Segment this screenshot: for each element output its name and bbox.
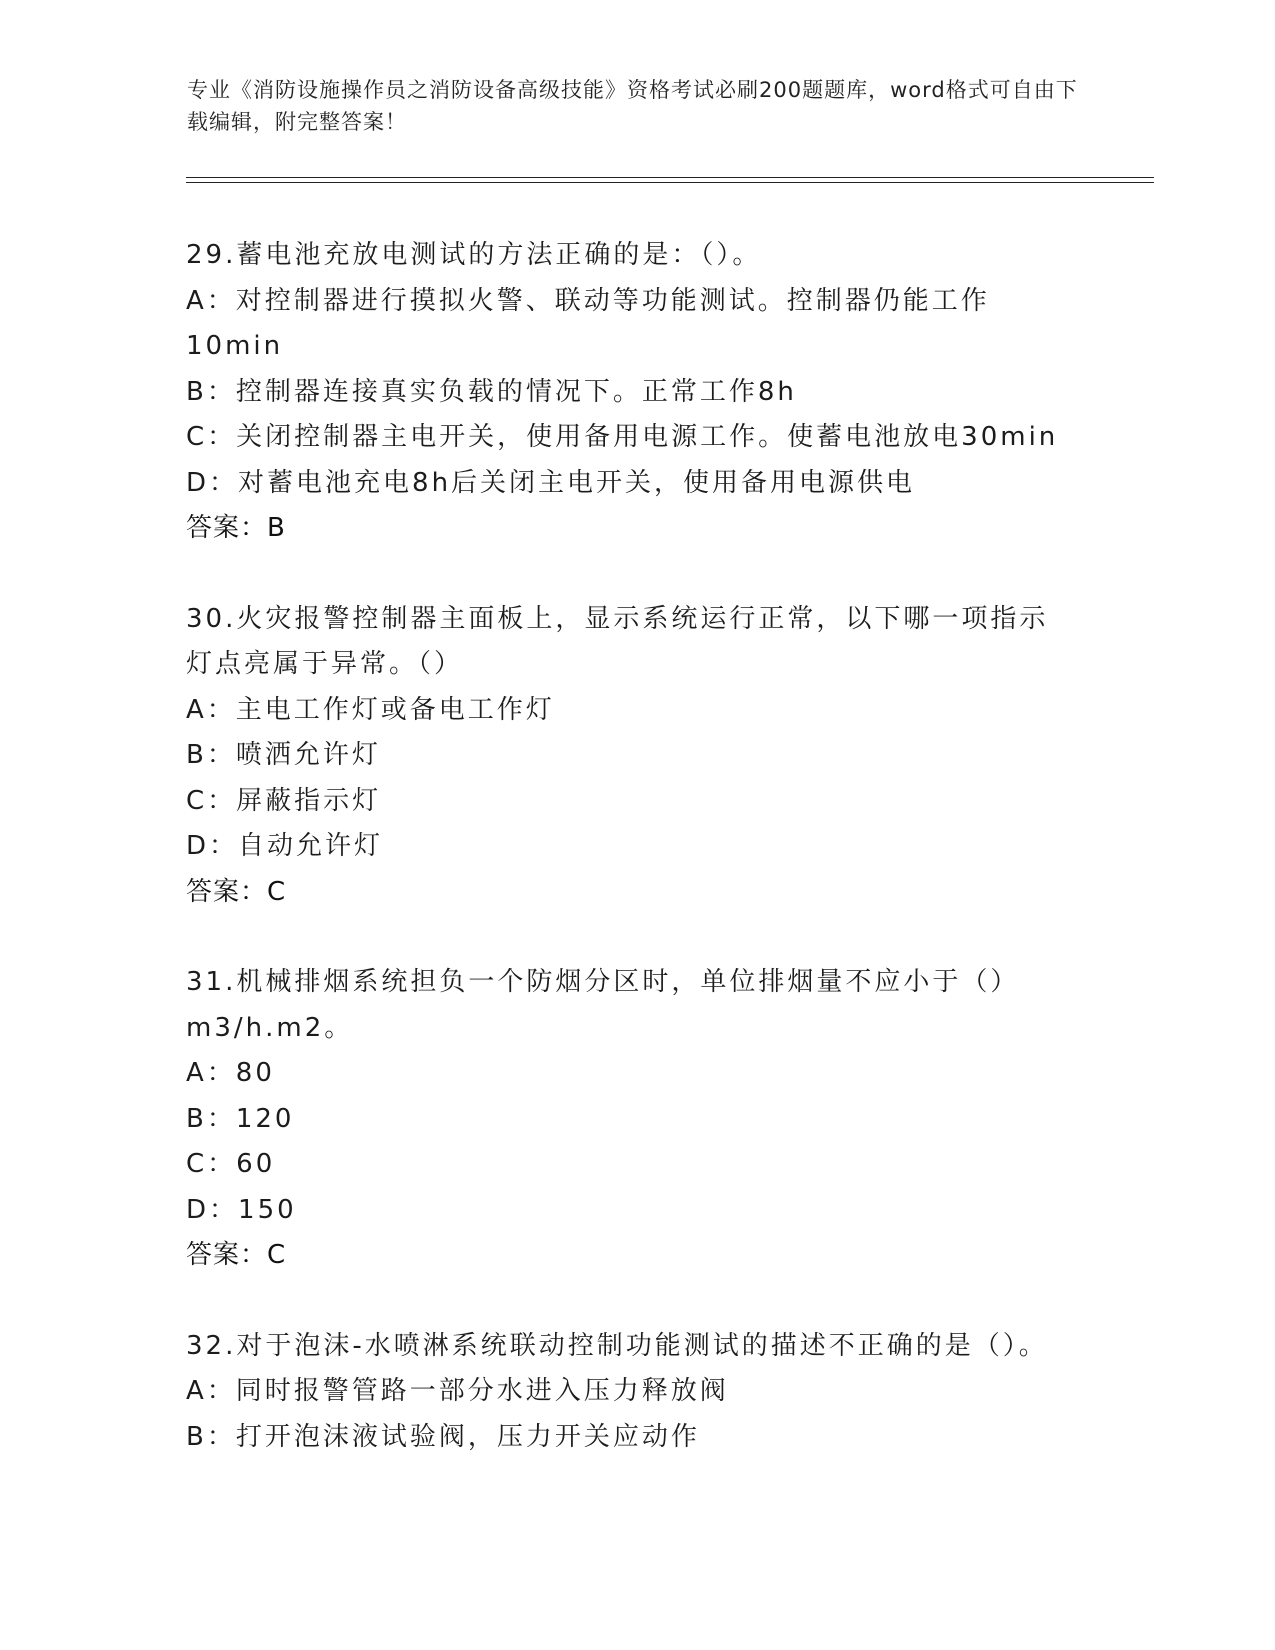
option-c: C：关闭控制器主电开关，使用备用电源工作。使蓄电池放电30min xyxy=(186,422,1059,452)
answer-line xyxy=(186,506,1086,552)
answer-line xyxy=(186,1233,1086,1279)
question-stem: 31.机械排烟系统担负一个防烟分区时，单位排烟量不应小于（）m3/h.m2。 xyxy=(186,967,1020,1043)
page-header: 专业《消防设施操作员之消防设备高级技能》资格考试必刷200题题库，word格式可自由下载编辑，附完整答案！ xyxy=(187,78,1078,134)
option-c: C：60 xyxy=(186,1149,276,1179)
answer-value: C xyxy=(267,876,287,907)
question-list xyxy=(186,233,1086,1505)
option-d: D：对蓄电池充电8h后关闭主电开关，使用备用电源供电 xyxy=(186,467,916,498)
option-a: A：80 xyxy=(186,1058,275,1088)
question-31 xyxy=(186,960,1086,1279)
option-b: B：120 xyxy=(186,1103,295,1134)
option-a: A：主电工作灯或备电工作灯 xyxy=(186,694,555,725)
question-stem: 30.火灾报警控制器主面板上，显示系统运行正常，以下哪一项指示灯点亮属于异常。（） xyxy=(186,603,1049,679)
answer-label: 答案： xyxy=(186,876,268,907)
header-rule-bottom xyxy=(186,182,1154,183)
question-29 xyxy=(186,233,1086,552)
question-stem: 29.蓄电池充放电测试的方法正确的是：（）。 xyxy=(186,240,762,270)
option-b: B：打开泡沫液试验阀，压力开关应动作 xyxy=(186,1421,700,1452)
option-a: A：同时报警管路一部分水进入压力释放阀 xyxy=(186,1376,729,1406)
answer-label: 答案： xyxy=(186,1240,268,1270)
header-rule-top xyxy=(186,177,1154,178)
answer-label: 答案： xyxy=(186,513,268,543)
option-a: A：对控制器进行摸拟火警、联动等功能测试。控制器仍能工作10min xyxy=(186,285,990,361)
answer-value: C xyxy=(267,1240,287,1270)
option-d: D：150 xyxy=(186,1194,297,1225)
option-b: B：喷洒允许灯 xyxy=(186,740,381,770)
question-30 xyxy=(186,597,1086,916)
question-stem: 32.对于泡沫-水喷淋系统联动控制功能测试的描述不正确的是（）。 xyxy=(186,1330,1048,1361)
option-c: C：屏蔽指示灯 xyxy=(186,785,382,816)
question-32 xyxy=(186,1324,1086,1461)
answer-value: B xyxy=(267,513,286,543)
option-d: D：自动允许灯 xyxy=(186,831,384,861)
answer-line xyxy=(186,870,1086,916)
option-b: B：控制器连接真实负载的情况下。正常工作8h xyxy=(186,376,797,407)
